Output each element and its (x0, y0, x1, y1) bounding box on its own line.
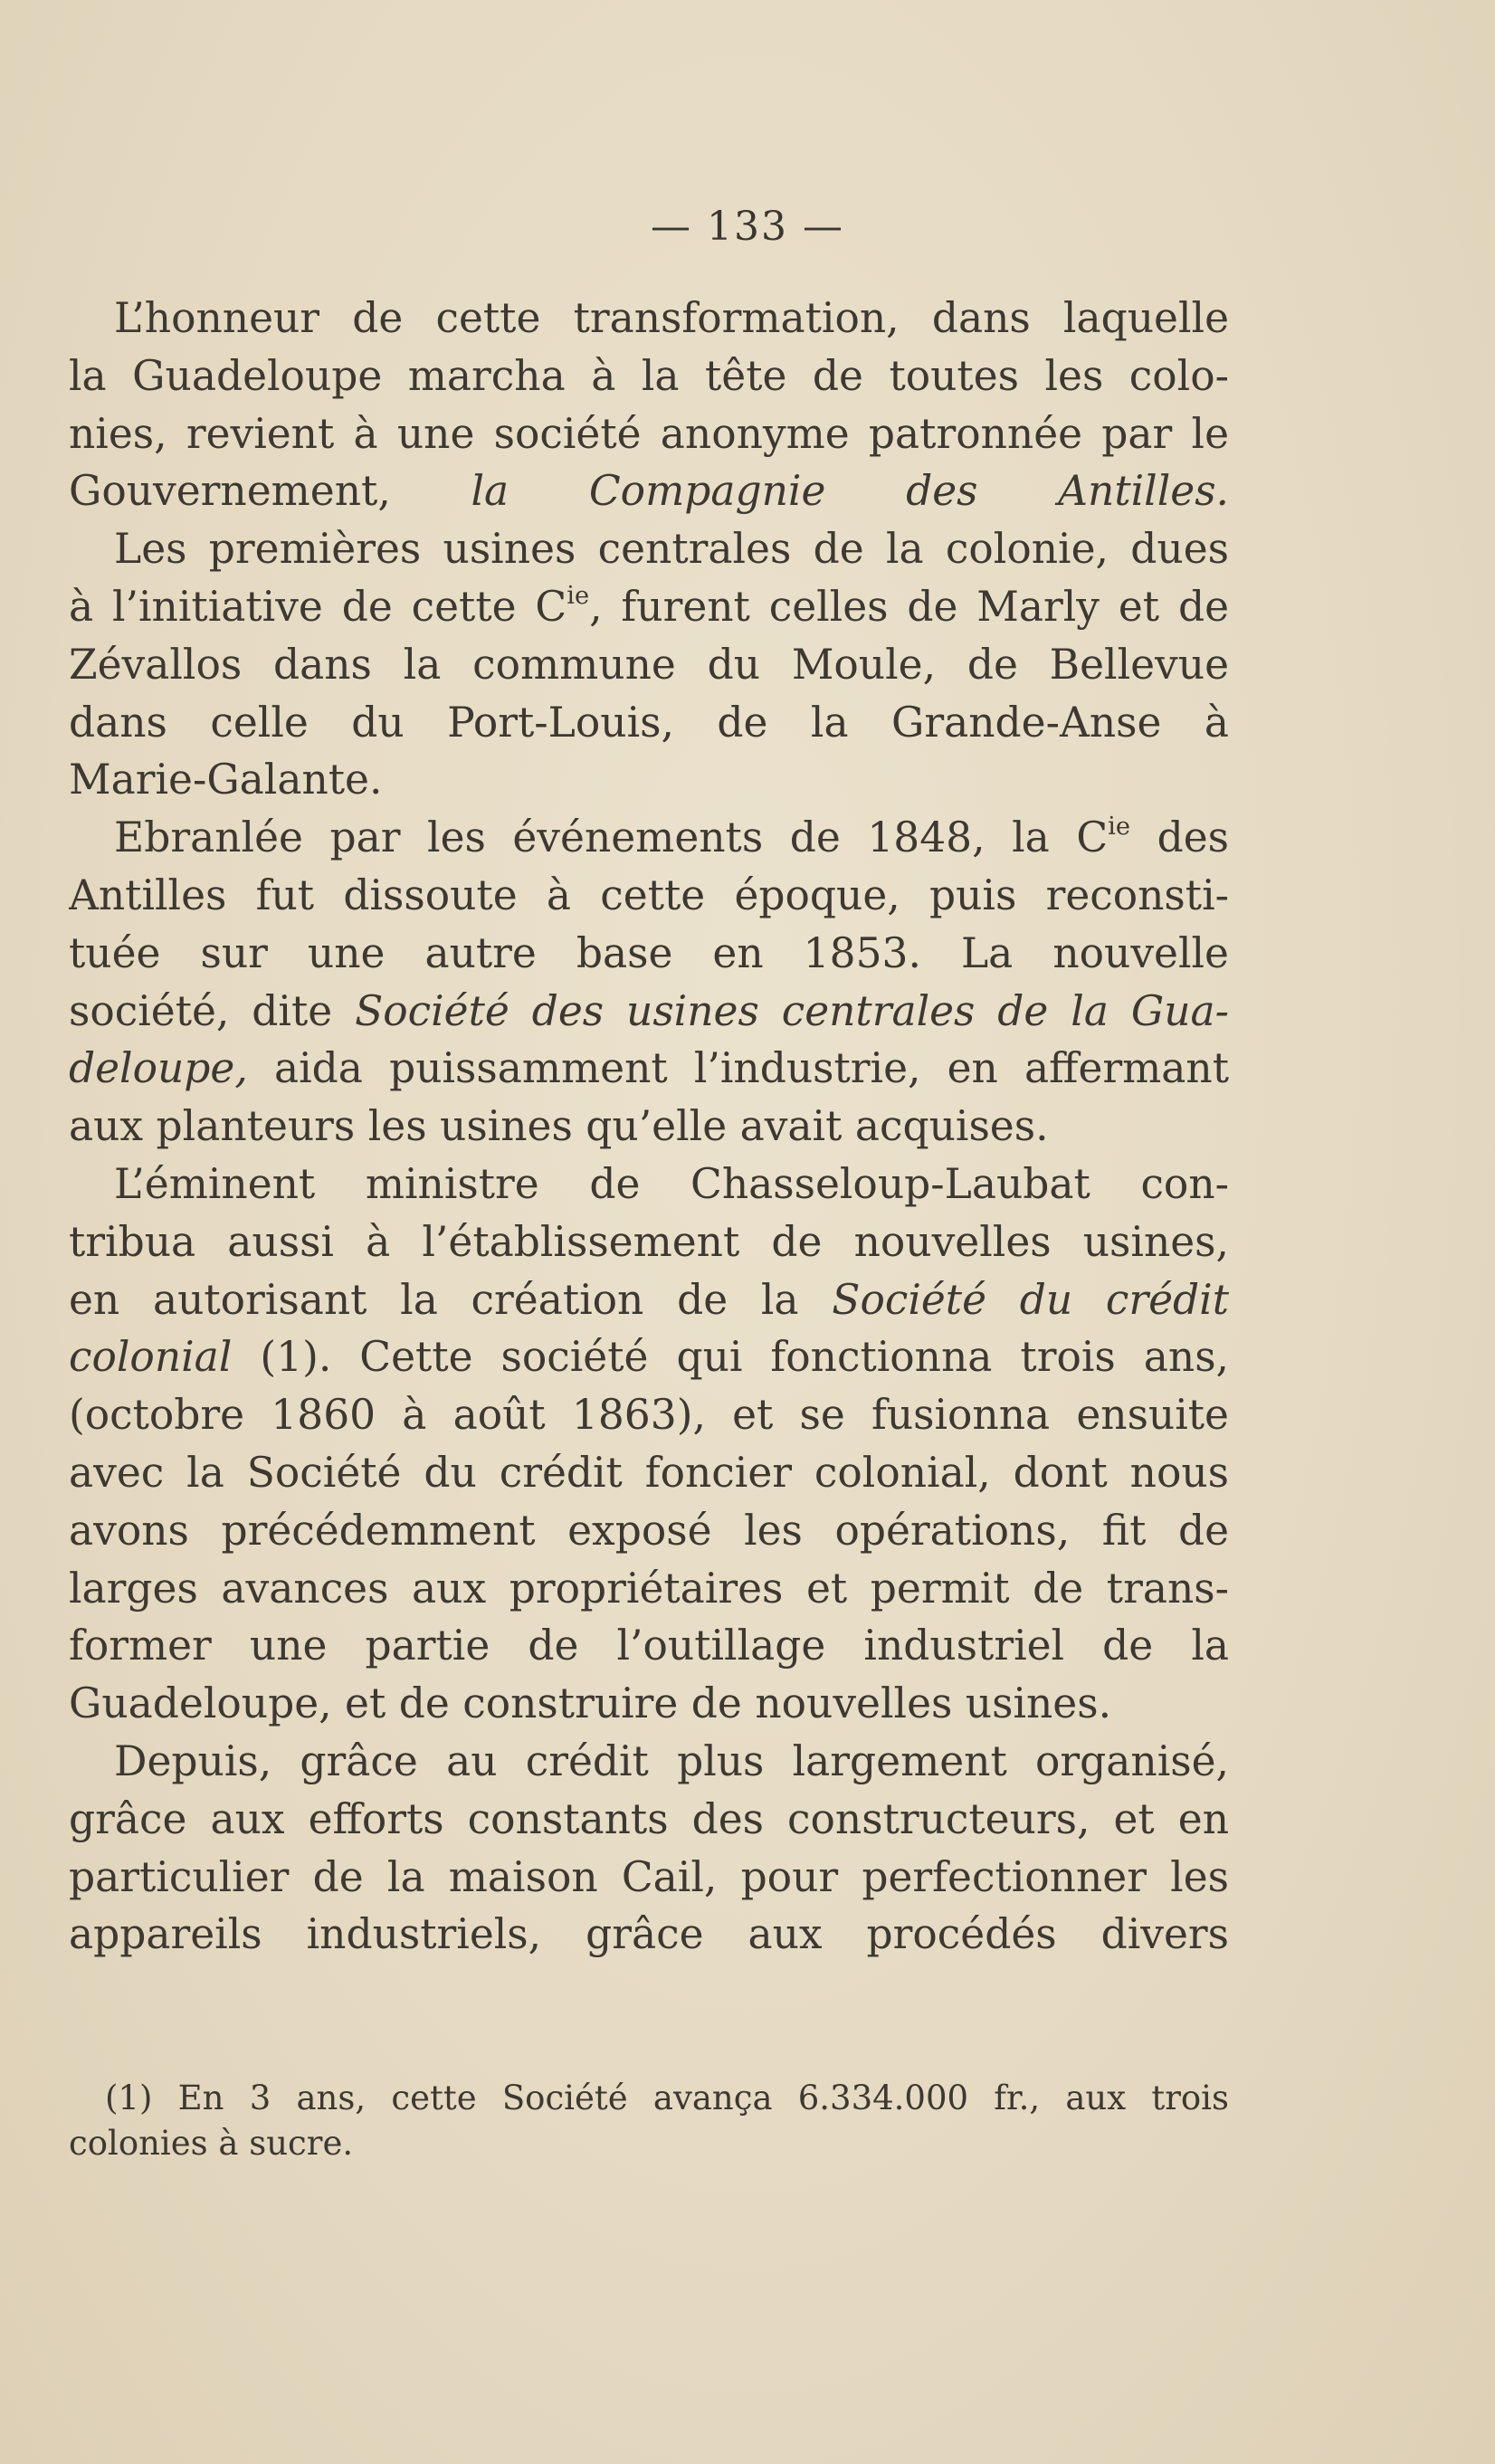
text-line: colonial (1). Cette société qui fonctionna trois ans, (69, 1333, 1229, 1382)
footnote (69, 2076, 1229, 2166)
text-line: larges avances aux propriétaires et permit de trans- (69, 1564, 1229, 1613)
page-number: — 133 — (651, 204, 844, 250)
footnote-line: (1) En 3 ans, cette Société avança 6.334.000 fr., aux trois (105, 2079, 1229, 2117)
text-line: Guadeloupe, et de construire de nouvelles usines. (69, 1679, 1112, 1728)
italic-text: colonial (69, 1333, 233, 1382)
text-line: grâce aux efforts constants des constructeurs, et en (69, 1794, 1229, 1843)
text-line: particulier de la maison Cail, pour perfectionner les (69, 1852, 1229, 1901)
text-line: deloupe, aida puissamment l’industrie, en affermant (69, 1044, 1229, 1093)
text-line: en autorisant la création de la Société du crédit (69, 1275, 1229, 1324)
text-line: Depuis, grâce au crédit plus largement organisé, (114, 1736, 1229, 1785)
text-line: former une partie de l’outillage industriel de la (69, 1622, 1229, 1670)
text-line: Gouvernement, la Compagnie des Antilles. (69, 467, 1229, 516)
text-line: nies, revient à une société anonyme patronnée par le (69, 409, 1229, 458)
text-line: société, dite Société des usines centrales de la Gua- (69, 986, 1229, 1035)
superscript: ie (1108, 813, 1131, 842)
text-line: tribua aussi à l’établissement de nouvelles usines, (69, 1217, 1229, 1266)
footnote-line: colonies à sucre. (69, 2124, 354, 2163)
italic-text: Société des usines centrales de la Gua- (355, 986, 1229, 1035)
text-line: avec la Société du crédit foncier colonial, dont nous (69, 1448, 1229, 1497)
text-line: appareils industriels, grâce aux procédés divers (69, 1910, 1229, 1959)
text-line: Antilles fut dissoute à cette époque, puis reconsti- (69, 870, 1229, 919)
italic-text: Société du crédit (832, 1275, 1229, 1324)
text-line: L’honneur de cette transformation, dans laquelle (114, 294, 1229, 342)
text-line: tuée sur une autre base en 1853. La nouvelle (69, 928, 1229, 977)
text-line: Les premières usines centrales de la colonie, dues (114, 525, 1229, 574)
text-line: la Guadeloupe marcha à la tête de toutes les colo- (69, 351, 1229, 400)
italic-text: deloupe, (69, 1044, 248, 1093)
text-line: à l’initiative de cette $C^{ie}$, furent celles de Marly et de (69, 581, 1229, 631)
italic-text: la Compagnie des Antilles. (471, 467, 1229, 516)
text-line: dans celle du Port-Louis, de la Grande-Anse à (69, 698, 1229, 747)
text-line: avons précédemment exposé les opérations, fit de (69, 1506, 1229, 1555)
body-text (69, 290, 1229, 1964)
text-line: (octobre 1860 à août 1863), et se fusionna ensuite (69, 1391, 1229, 1440)
text-line: Ebranlée par les événements de 1848, la $C^{ie}$ des (114, 813, 1229, 862)
text-line: aux planteurs les usines qu’elle avait acquises. (69, 1102, 1049, 1151)
text-line: Marie-Galante. (69, 756, 383, 804)
text-line: Zévallos dans la commune du Moule, de Bellevue (69, 640, 1229, 689)
text-line: L’éminent ministre de Chasseloup-Laubat con- (114, 1159, 1229, 1208)
superscript: ie (567, 581, 590, 610)
